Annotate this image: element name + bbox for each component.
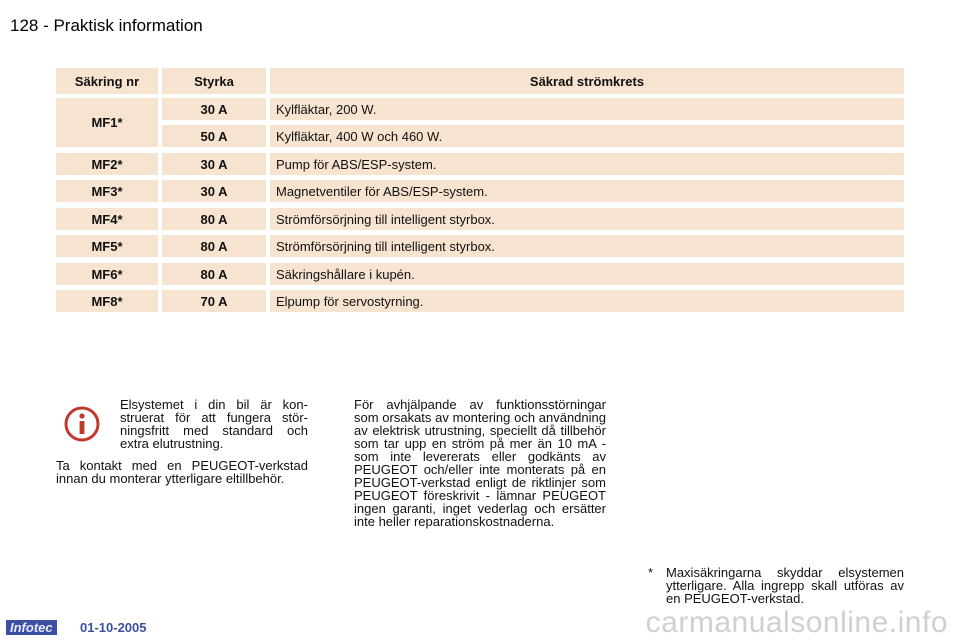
table-cell-circuit: [270, 98, 904, 120]
table-cell-fuse: MF1*: [56, 98, 158, 147]
info-icon: [64, 406, 100, 442]
circuit-text: Strömförsörjning till intelligent styrbox.: [276, 238, 495, 254]
publication-date: 01-10-2005: [80, 620, 147, 635]
table-cell-circuit: [270, 290, 904, 312]
header-fuse-number: Säkring nr: [56, 68, 158, 94]
header-protected-circuit: Säkrad strömkrets: [270, 68, 904, 94]
circuit-text: Kylfläktar, 200 W.: [276, 101, 377, 117]
table-cell-fuse: MF5*: [56, 235, 158, 257]
watermark: carmanualsonline.info: [645, 606, 948, 639]
header-amperage: Styrka: [162, 68, 266, 94]
info-note: [56, 398, 308, 485]
table-cell-amp: 70 A: [162, 290, 266, 312]
page-title: 128 - Praktisk information: [10, 16, 203, 35]
table-cell-amp: 30 A: [162, 180, 266, 202]
footnote-text: Maxisäkringarna skyddar elsystemen ytterligare. Alla ingrepp skall utföras av en PEUGEOT-verkstad.: [666, 565, 904, 606]
circuit-text: Strömförsörjning till intelligent styrbox.: [276, 211, 495, 227]
table-cell-amp: 80 A: [162, 263, 266, 285]
table-cell-circuit: [270, 125, 904, 147]
table-cell-fuse: MF4*: [56, 208, 158, 230]
circuit-text: Elpump för servostyrning.: [276, 293, 424, 309]
publisher-logo: Infotec: [6, 620, 57, 635]
table-cell-amp: 80 A: [162, 235, 266, 257]
table-cell-fuse: MF2*: [56, 153, 158, 175]
table-cell-amp: 30 A: [162, 153, 266, 175]
table-cell-circuit: [270, 208, 904, 230]
table-cell-circuit: [270, 153, 904, 175]
table-cell-circuit: [270, 263, 904, 285]
info-text-primary: Elsystemet i din bil är konstruerat för att fungera störningsfritt med standard och extra elutrustning.: [120, 397, 308, 451]
circuit-text: Pump för ABS/ESP-system.: [276, 156, 437, 172]
footnote: [648, 566, 904, 605]
table-cell-circuit: [270, 180, 904, 202]
table-cell-fuse: MF8*: [56, 290, 158, 312]
table-cell-circuit: [270, 235, 904, 257]
circuit-text: Säkringshållare i kupén.: [276, 266, 415, 282]
circuit-text: Magnetventiler för ABS/ESP-system.: [276, 183, 488, 199]
table-cell-amp: 80 A: [162, 208, 266, 230]
table-cell-fuse: MF6*: [56, 263, 158, 285]
table-cell-amp: 30 A: [162, 98, 266, 120]
footnote-mark: *: [648, 565, 654, 580]
table-cell-fuse: MF3*: [56, 180, 158, 202]
info-text-secondary: Ta kontakt med en PEUGEOT-verkstad innan du monterar ytterligare eltillbehör.: [56, 458, 308, 486]
table-cell-amp: 50 A: [162, 125, 266, 147]
circuit-text: Kylfläktar, 400 W och 460 W.: [276, 128, 443, 144]
warranty-note: För avhjälpande av funktionsstörningar som orsakats av montering och användning av elektrisk utrustning, speciellt då tillbehör som tar upp en ström på mer än 10 mA - som inte levererats eller godkänts av PEUGEOT och/eller inte monterats på en PEUGEOT-verkstad enligt de riktlinjer som PEUGEOT föreskrivit - lämnar PEUGEOT ingen garanti, inget vederlag och ersätter inte heller reparationskostnaderna.: [354, 397, 606, 529]
